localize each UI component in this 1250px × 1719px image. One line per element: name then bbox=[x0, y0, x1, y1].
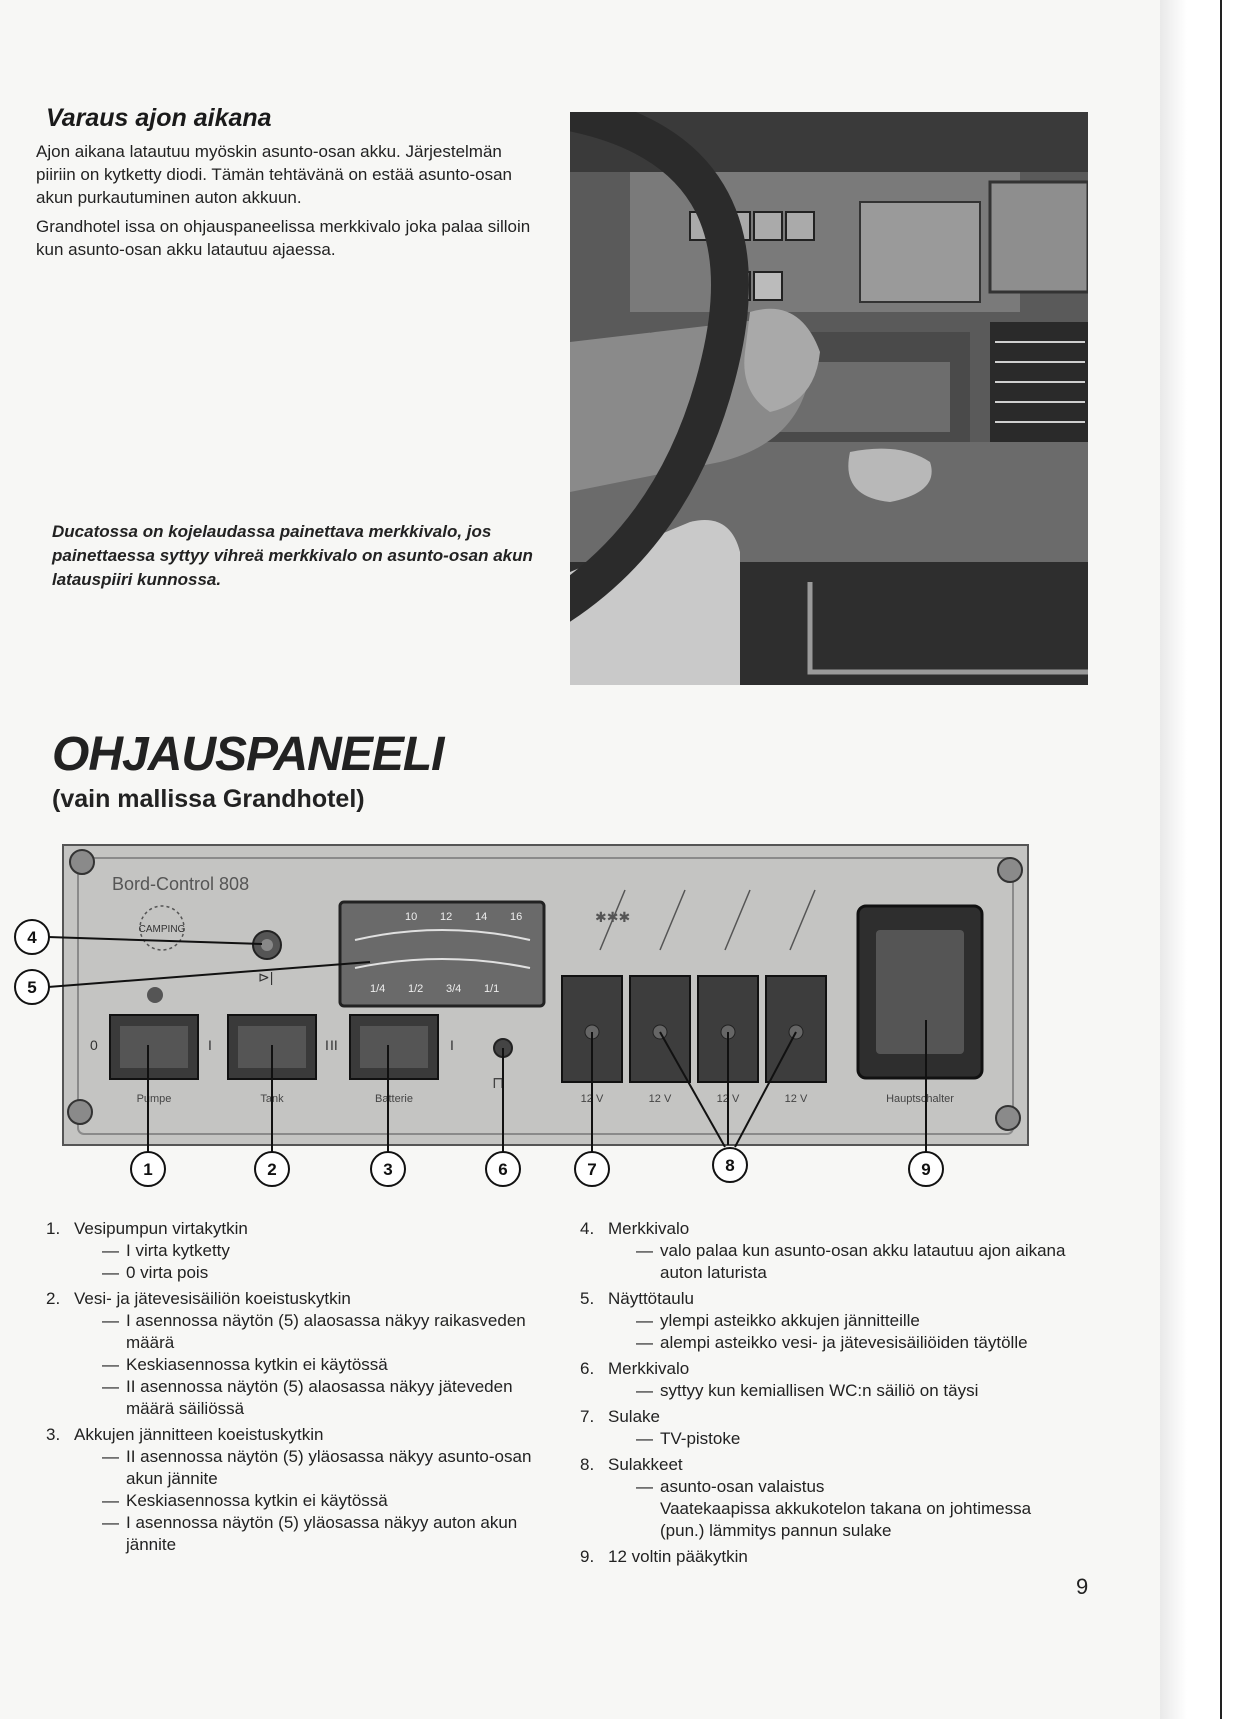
list-item: 7. Sulake — TV-pistoke bbox=[580, 1406, 1080, 1450]
switch-label: Pumpe bbox=[136, 1093, 172, 1105]
page-edge bbox=[1160, 0, 1250, 1719]
wc-tank-icon: ⊓ bbox=[492, 1075, 505, 1092]
list-subitem: — 0 virta pois bbox=[102, 1263, 209, 1282]
page-title: OHJAUSPANEELI bbox=[52, 728, 444, 781]
list-item: 2. Vesi- ja jätevesisäiliön koeistuskytkin — I asennossa näytön (5) alaosassa näkyy raikasveden määrä — Keskiasennossa kytkin ei käytössä — II asennossa näytön (5) alaosassa näkyy jäteveden määrä säiliössä bbox=[46, 1288, 546, 1420]
svg-text:CAMPING: CAMPING bbox=[138, 924, 186, 935]
gauge-tick: 10 bbox=[405, 911, 418, 923]
gauge-tick: 12 bbox=[440, 911, 453, 923]
svg-text:3: 3 bbox=[383, 1160, 393, 1179]
switch-label: Tank bbox=[260, 1093, 284, 1105]
switch-position-label: II bbox=[330, 1037, 338, 1053]
list-subitem: — valo palaa kun asunto-osan akku latautuu ajon aikana auton laturista bbox=[636, 1241, 1066, 1282]
gauge-tick: 3/4 bbox=[446, 983, 462, 995]
switch-position-label: 0 bbox=[90, 1037, 98, 1053]
photo-caption: Ducatossa on kojelaudassa painettava merkkivalo, jos painettaessa syttyy vihreä merkkivalo on asunto-osan akun latauspiiri kunnossa. bbox=[52, 522, 533, 589]
list-subitem: — I asennossa näytön (5) alaosassa näkyy raikasveden määrä bbox=[102, 1311, 526, 1352]
power-lamp bbox=[147, 987, 163, 1003]
list-item: 9. 12 voltin pääkytkin bbox=[580, 1547, 748, 1566]
svg-text:6: 6 bbox=[498, 1160, 508, 1179]
svg-text:7: 7 bbox=[587, 1160, 597, 1179]
fuse-label: 12 V bbox=[580, 1093, 604, 1105]
page-number: 9 bbox=[1076, 1574, 1089, 1599]
fuse-label: 12 V bbox=[784, 1093, 808, 1105]
intro-paragraph-2: Grandhotel issa on ohjauspaneelissa merkkivalo joka palaa silloin kun asunto-osan akku latautuu ajaessa. bbox=[36, 217, 531, 259]
svg-text:1: 1 bbox=[143, 1160, 153, 1179]
diode-symbol-icon: ⊳| bbox=[258, 969, 274, 985]
intro-text bbox=[36, 140, 542, 261]
gauge-tick: 1/2 bbox=[408, 983, 424, 995]
list-item: 6. Merkkivalo — syttyy kun kemiallisen WC:n säiliö on täysi bbox=[580, 1358, 1080, 1402]
switch-position-label: I bbox=[325, 1037, 329, 1053]
switch-label: Batterie bbox=[375, 1093, 413, 1105]
list-subitem: — Keskiasennossa kytkin ei käytössä bbox=[102, 1355, 388, 1374]
screw-icon bbox=[70, 850, 94, 874]
list-subitem: — TV-pistoke bbox=[636, 1429, 741, 1448]
gauge-tick: 14 bbox=[475, 911, 488, 923]
list-subitem: — II asennossa näytön (5) alaosassa näkyy jäteveden määrä säiliössä bbox=[102, 1377, 513, 1418]
svg-text:5: 5 bbox=[27, 978, 37, 997]
screw-icon bbox=[996, 1106, 1020, 1130]
gauge-tick: 1/1 bbox=[484, 983, 500, 995]
switch-position-label: I bbox=[450, 1037, 454, 1053]
screw-icon bbox=[68, 1100, 92, 1124]
list-subitem: — ylempi asteikko akkujen jännitteille bbox=[636, 1311, 920, 1330]
gauge-tick: 16 bbox=[510, 911, 523, 923]
svg-text:2: 2 bbox=[267, 1160, 277, 1179]
list-note: Vaatekaapissa akkukotelon takana on johtimessa (pun.) lämmitys pannun sulake bbox=[660, 1499, 1032, 1540]
list-subitem: — alempi asteikko vesi- ja jätevesisäiliöiden täytölle bbox=[636, 1333, 1028, 1352]
list-subitem: — II asennossa näytön (5) yläosassa näkyy asunto-osan akun jännite bbox=[102, 1447, 532, 1488]
panel-brand: Bord-Control 808 bbox=[112, 874, 250, 894]
fuse-label: 12 V bbox=[648, 1093, 672, 1105]
page-edge-line bbox=[1220, 0, 1222, 1719]
svg-text:4: 4 bbox=[27, 928, 37, 947]
gauge-tick: 1/4 bbox=[370, 983, 386, 995]
screw-icon bbox=[998, 858, 1022, 882]
dashboard-photo bbox=[570, 112, 1088, 685]
svg-text:8: 8 bbox=[725, 1156, 735, 1175]
main-switch-label: Hauptschalter bbox=[886, 1093, 954, 1105]
list-item: 4. Merkkivalo — valo palaa kun asunto-osan akku latautuu ajon aikana auton laturista bbox=[580, 1218, 1080, 1284]
list-subitem: — asunto-osan valaistus bbox=[636, 1477, 825, 1496]
switch-position-label: I bbox=[208, 1037, 212, 1053]
list-item: 5. Näyttötaulu — ylempi asteikko akkujen jännitteille — alempi asteikko vesi- ja jätevesisäiliöiden täytölle bbox=[580, 1288, 1080, 1354]
list-item: 3. Akkujen jännitteen koeistuskytkin — II asennossa näytön (5) yläosassa näkyy asunto-osan akun jännite — Keskiasennossa kytkin ei käytössä — I asennossa näytön (5) yläosassa näkyy auton akun jännite bbox=[46, 1424, 546, 1556]
list-subitem: — syttyy kun kemiallisen WC:n säiliö on täysi bbox=[636, 1381, 979, 1400]
control-panel-diagram bbox=[0, 840, 1040, 1190]
list-item: 8. Sulakkeet — asunto-osan valaistus Vaatekaapissa akkukotelon takana on johtimessa (pun.) lämmitys pannun sulake bbox=[580, 1454, 1080, 1542]
page-subtitle: (vain mallissa Grandhotel) bbox=[52, 785, 365, 813]
legend-list-right bbox=[580, 1218, 1080, 1572]
list-subitem: — I virta kytketty bbox=[102, 1241, 230, 1260]
fuse-label: 12 V bbox=[716, 1093, 740, 1105]
list-subitem: — I asennossa näytön (5) yläosassa näkyy auton akun jännite bbox=[102, 1513, 518, 1554]
list-subitem: — Keskiasennossa kytkin ei käytössä bbox=[102, 1491, 388, 1510]
list-item: 1. Vesipumpun virtakytkin — I virta kytketty — 0 virta pois bbox=[46, 1218, 546, 1284]
section-title: Varaus ajon aikana bbox=[46, 104, 272, 132]
legend-list-left bbox=[46, 1218, 546, 1560]
svg-text:9: 9 bbox=[921, 1160, 931, 1179]
star-symbol-icon: ✱✱✱ bbox=[595, 909, 631, 925]
intro-paragraph-1: Ajon aikana latautuu myöskin asunto-osan akku. Järjestelmän piiriin on kytketty diodi. Tämän tehtävänä on estää asunto-osan akun purkautuminen auton akkuun. bbox=[36, 142, 512, 207]
